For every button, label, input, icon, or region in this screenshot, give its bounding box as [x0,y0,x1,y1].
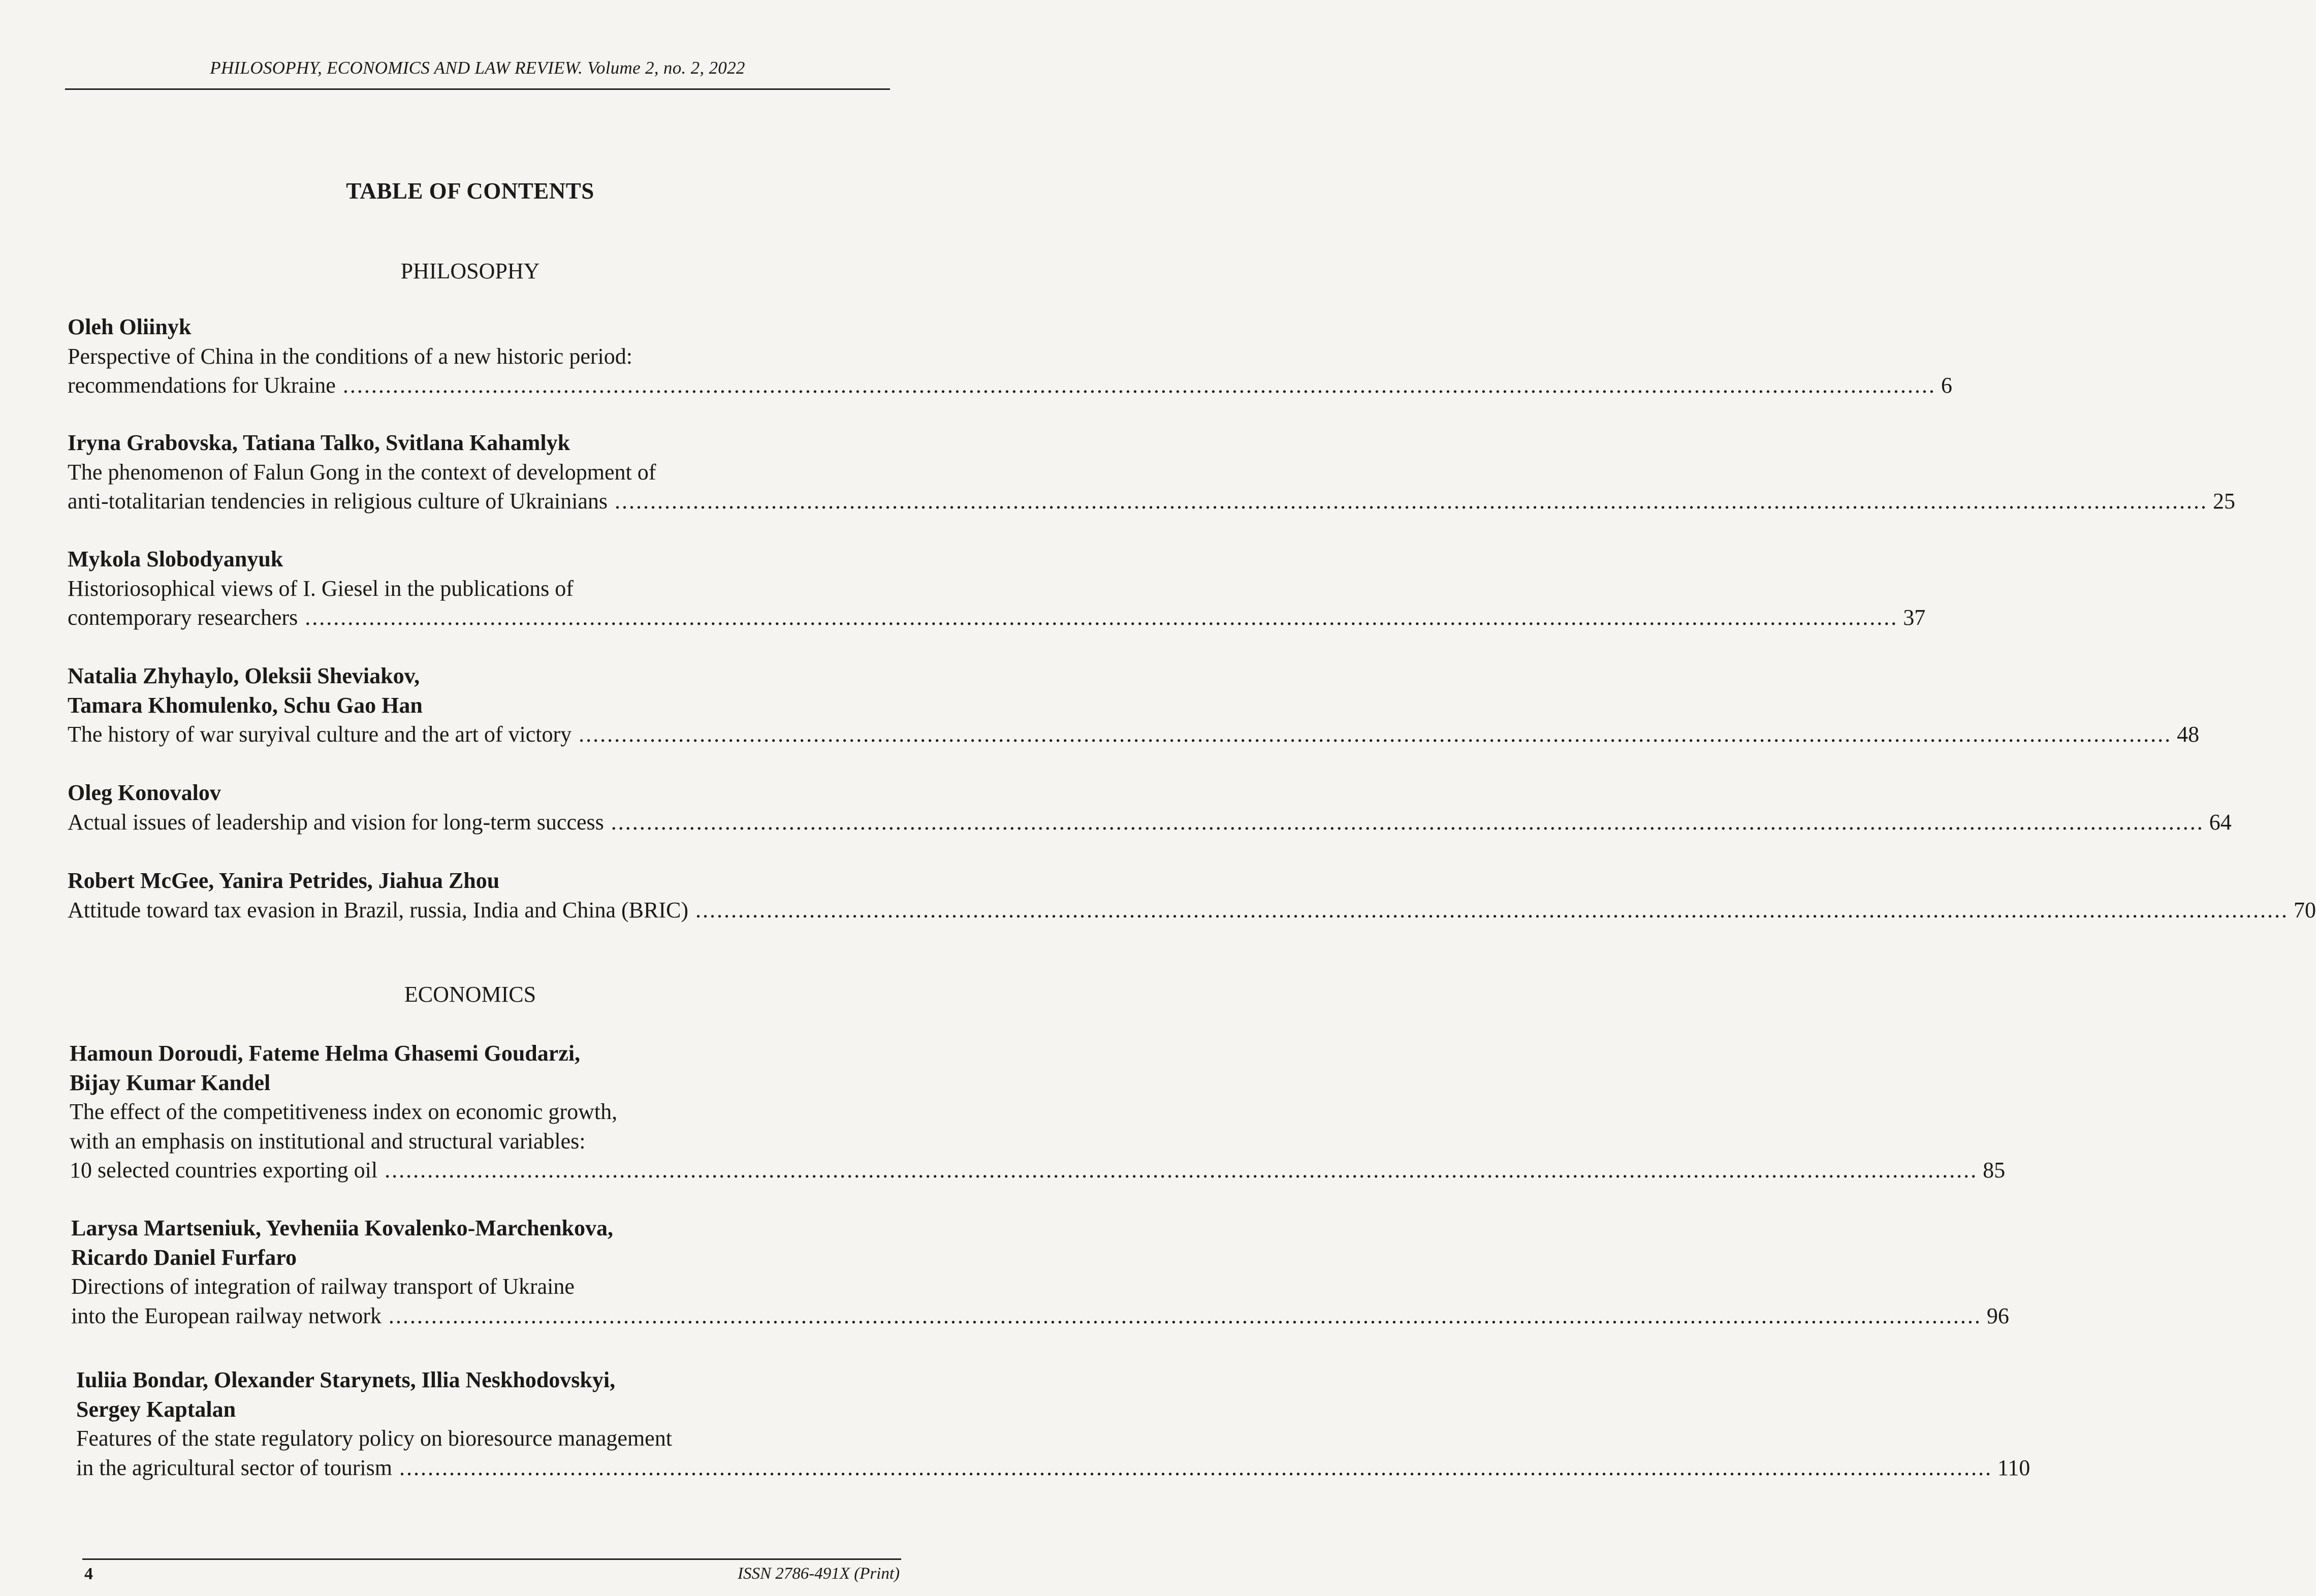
entry-title-line: The effect of the competitiveness index on economic growth, [70,1099,618,1124]
toc-entry [68,428,2235,516]
entry-authors: Oleg Konovalov [68,780,221,805]
entry-authors: Bijay Kumar Kandel [70,1070,271,1095]
section-heading-economics: ECONOMICS [404,982,536,1007]
entry-title-line: Features of the state regulatory policy on bioresource management [76,1426,672,1451]
entry-title-last-line [68,720,2200,749]
toc-entry [68,312,1952,400]
entry-title-text: anti-totalitarian tendencies in religious culture of Ukrainians [68,489,608,514]
leader-dots: ................................................................................................................................................................................................................................ [614,489,2208,514]
entry-title-text: into the European railway network [71,1303,382,1328]
footer-rule [82,1558,901,1560]
entry-authors: Larysa Martseniuk, Yevheniia Kovalenko-Marchenkova, [71,1216,614,1240]
entry-authors: Mykola Slobodyanyuk [68,547,283,571]
toc-entry [71,1214,2009,1330]
entry-authors: Oleh Oliinyk [68,314,192,339]
entry-title-text: in the agricultural sector of tourism [76,1455,392,1480]
entry-title-line: Historiosophical views of I. Giesel in the publications of [68,576,574,601]
entry-title-last-line [71,1301,2009,1331]
page-number: 110 [1997,1455,2031,1480]
page-number: 6 [1941,373,1952,398]
toc-entry [68,778,2232,837]
entry-authors: Iryna Grabovska, Tatiana Talko, Svitlana Kahamlyk [68,430,570,455]
entry-authors: Robert McGee, Yanira Petrides, Jiahua Zhou [68,868,500,893]
toc-entry [68,661,2200,749]
page-number: 25 [2212,489,2235,514]
entry-title-text: contemporary researchers [68,605,298,630]
entry-authors: Iuliia Bondar, Olexander Starynets, Illia Neskhodovskyi, [76,1367,616,1392]
leader-dots: ................................................................................................................................................................................................................................ [611,809,2204,835]
entry-authors: Sergey Kaptalan [76,1396,236,1422]
entry-authors: Tamara Khomulenko, Schu Gao Han [68,692,423,718]
section-heading-philosophy: PHILOSOPHY [400,259,540,283]
toc-entry [76,1365,2031,1482]
leader-dots: ................................................................................................................................................................................................................................ [399,1455,1992,1480]
header-rule [65,88,890,90]
page-number: 70 [2293,897,2316,922]
entry-title-text: 10 selected countries exporting oil [70,1158,378,1183]
entry-authors: Ricardo Daniel Furfaro [71,1244,297,1270]
toc-entry [70,1039,2006,1185]
page-number: 48 [2177,722,2200,747]
entry-title-last-line [68,603,1926,632]
entry-title-last-line [68,371,1952,400]
entry-authors: Natalia Zhyhaylo, Oleksii Sheviakov, [68,663,420,688]
page-number: 37 [1903,605,1926,630]
entry-authors: Hamoun Doroudi, Fateme Helma Ghasemi Goudarzi, [70,1041,581,1066]
page-folio: 4 [84,1565,93,1583]
toc-entry [68,866,2316,924]
entry-title-last-line [68,808,2232,837]
leader-dots: ................................................................................................................................................................................................................................ [388,1303,1982,1328]
leader-dots: ................................................................................................................................................................................................................................ [695,897,2289,922]
running-head: PHILOSOPHY, ECONOMICS AND LAW REVIEW. Volume 2, no. 2, 2022 [210,58,745,78]
entry-title-line: with an emphasis on institutional and structural variables: [70,1128,586,1154]
toc-entry [68,545,1926,632]
toc-title: TABLE OF CONTENTS [346,178,594,204]
page-number: 85 [1983,1158,2006,1183]
entry-title-last-line [68,487,2235,516]
page-number: 64 [2209,809,2232,835]
entry-title-last-line [68,896,2316,925]
entry-title-text: The history of war suryival culture and the art of victory [68,722,572,747]
entry-title-line: Directions of integration of railway transport of Ukraine [71,1274,575,1299]
entry-title-line: The phenomenon of Falun Gong in the context of development of [68,459,656,485]
leader-dots: ................................................................................................................................................................................................................................ [305,605,1898,630]
leader-dots: ................................................................................................................................................................................................................................ [385,1158,1978,1183]
leader-dots: ................................................................................................................................................................................................................................ [579,722,2172,747]
page-number: 96 [1986,1303,2009,1328]
leader-dots: ................................................................................................................................................................................................................................ [342,373,1936,398]
entry-title-text: Attitude toward tax evasion in Brazil, russia, India and China (BRIC) [68,897,688,922]
entry-title-text: Actual issues of leadership and vision for long-term success [68,809,604,835]
entry-title-last-line [76,1453,2031,1483]
entry-title-text: recommendations for Ukraine [68,373,336,398]
entry-title-last-line [70,1156,2006,1185]
issn-label: ISSN 2786-491X (Print) [738,1565,900,1583]
entry-title-line: Perspective of China in the conditions of a new historic period: [68,343,632,369]
